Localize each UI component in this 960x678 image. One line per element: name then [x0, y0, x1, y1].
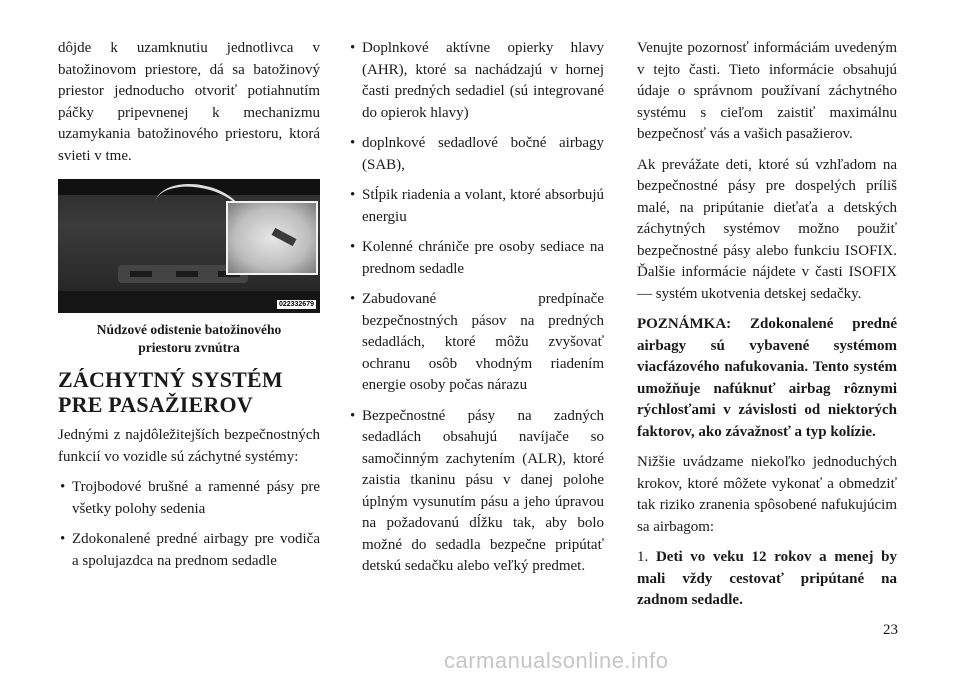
heading-line: ZÁCHYTNÝ SYSTÉM — [58, 367, 283, 392]
release-handle-icon — [272, 228, 297, 246]
info-paragraph: Venujte pozornosť informáciám uvedeným v tejto časti. Tieto informácie obsahujú údaje o správnom používaní záchytného systému s cieľom zaistiť maximálnu bezpečnosť vás a vašich pasažierov. — [637, 40, 897, 142]
list-item: • Bezpečnostné pásy na zadných sedadlách obsahujú navíjače so samočinným zachytením (ALR), ktoré zaistia tkaninu pásu v danej polohe úplným vysunutím pásu a jeho úpravou na požadovanú dĺžku tak, aby bolo možné do sedadla bezpečne pripútať detskú sedačku alebo veľký predmet. — [348, 406, 604, 578]
list-item: • Doplnkové aktívne opierky hlavy (AHR), ktoré sa nachádzajú v hornej časti predných sedadiel (sú integrované do opierok hlavy) — [348, 38, 604, 124]
restraint-intro: Jednými z najdôležitejších bezpečnostných funkcií vo vozidle sú záchytné systémy: — [58, 427, 320, 465]
intro-paragraph: dôjde k uzamknutiu jednotlivca v batožinovom priestore, dá sa batožinový priestor jednoducho otvoriť potiahnutím páčky pripevnenej k mechanizmu uzamykania batožinového priestoru, ktorá svieti v tme. — [58, 40, 320, 164]
note-paragraph: POZNÁMKA: Zdokonalené predné airbagy sú vybavené systémom viacfázového nafukovania. Tento systém umožňuje nafúknuť airbag rôznymi rýchlosťami v závislosti od niektorých faktorov, ako závažnosť a typ kolízie. — [637, 316, 897, 440]
trunk-release-figure — [58, 179, 320, 313]
restraint-list — [58, 477, 320, 572]
caption-line: priestoru zvnútra — [138, 340, 240, 355]
step-number: 1. — [637, 549, 649, 565]
column-middle — [348, 38, 604, 587]
list-item: • Trojbodové brušné a ramenné pásy pre všetky polohy sedenia — [58, 477, 320, 520]
list-item: • doplnkové sedadlové bočné airbagy (SAB), — [348, 133, 604, 176]
column-right — [637, 38, 897, 621]
list-item: • Kolenné chrániče pre osoby sediace na prednom sedadle — [348, 237, 604, 280]
latch-slot — [176, 271, 198, 277]
restraint-list-continued — [348, 38, 604, 578]
latch-slot — [130, 271, 152, 277]
list-item: • Zdokonalené predné airbagy pre vodiča a spolujazdca na prednom sedadle — [58, 529, 320, 572]
watermark: carmanualsonline.info — [444, 648, 669, 673]
page-number: 23 — [883, 622, 898, 638]
release-handle-inset — [226, 201, 318, 275]
children-paragraph: Ak prevážate deti, ktoré sú vzhľadom na bezpečnostné pásy pre dospelých príliš malé, na pripútanie dieťaťa a detských záchytných systémov možno použiť bezpečnostné pásy alebo funkciu ISOFIX. Ďalšie informácie nájdete v časti ISOFIX — systém ukotvenia detskej sedačky. — [637, 156, 897, 302]
column-left — [58, 38, 320, 581]
list-item: • Stĺpik riadenia a volant, ktoré absorbujú energiu — [348, 185, 604, 228]
caption-line: Núdzové odistenie batožinového — [96, 322, 282, 337]
section-heading — [58, 367, 320, 417]
list-item: • Zabudované predpínače bezpečnostných pásov na predných sedadlách, ktoré môžu zvyšovať ochranu osôb vhodným riadením energie osoby počas nárazu — [348, 289, 604, 397]
step-1 — [637, 547, 897, 612]
heading-line: PRE PASAŽIEROV — [58, 392, 253, 417]
figure-code: 022332679 — [278, 301, 314, 308]
figure-caption — [58, 321, 320, 357]
step-text: Deti vo veku 12 rokov a menej by mali vždy cestovať pripútané na zadnom sedadle. — [637, 549, 898, 608]
steps-intro: Nižšie uvádzame niekoľko jednoduchých krokov, ktoré môžete vykonať a obmedziť tak riziko zranenia spôsobené nafukujúcim sa airbagom: — [637, 454, 897, 535]
